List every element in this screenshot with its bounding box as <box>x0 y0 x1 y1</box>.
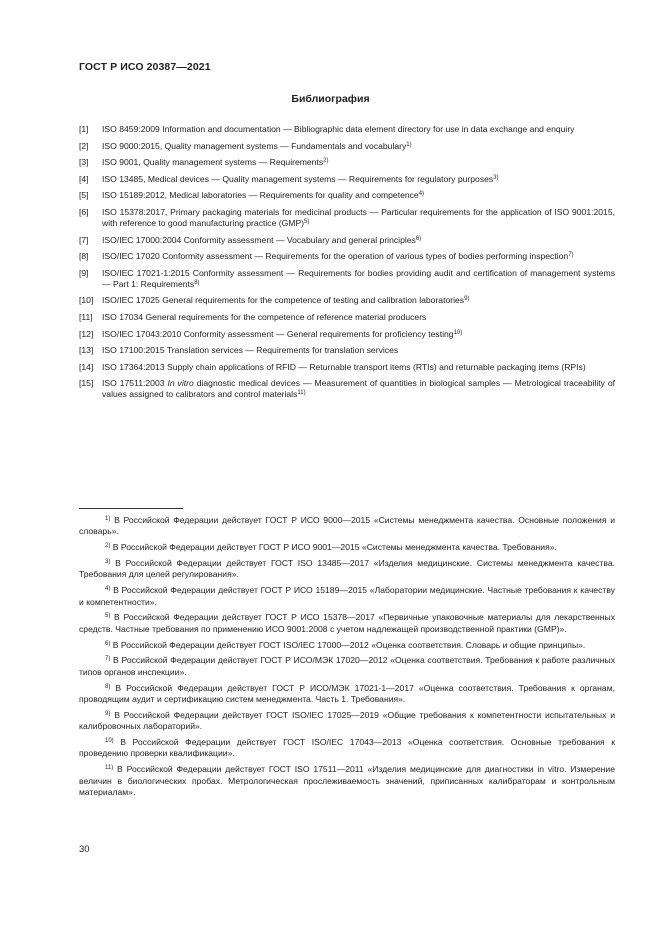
entry-text-part: ISO 9001, Quality management systems — Requirements <box>102 157 324 168</box>
entry-text <box>102 141 615 152</box>
footnote-ref: 1) <box>406 141 412 148</box>
entry-number: [7] <box>79 234 89 245</box>
entry-number: [3] <box>79 157 89 168</box>
footnote-text: В Российской Федерации действует ГОСТ Р ИСО/МЭК 17021-1—2017 «Оценка соответствия. Требования к органам, проводящим аудит и сертификацию систем менеджмента. Часть 1. Требования». <box>79 682 615 705</box>
entry-text <box>102 329 615 340</box>
entry-text-part: ISO 15378:2017, Primary packaging materials for medicinal products — Particular requirements for the application of ISO 9001:2015, with reference to good manufacturing practice (GMP) <box>102 206 615 228</box>
footnote <box>79 612 615 635</box>
entry-text-part: ISO 15189:2012, Medical laboratories — Requirements for quality and competence <box>102 190 419 201</box>
footnote <box>79 542 615 553</box>
document-code: ГОСТ Р ИСО 20387—2021 <box>79 61 211 73</box>
footnote-text: В Российской Федерации действует ГОСТ Р ИСО 15378—2017 «Первичные упаковочные материалы для лекарственных средств. Частные требования по применению ИСО 9001:2008 с учетом надлежащей производственной практики (GMP)». <box>79 612 615 634</box>
bibliography-list <box>79 124 615 406</box>
footnote-ref: 4) <box>418 191 425 198</box>
entry-number: [1] <box>79 124 89 134</box>
entry-number: [10] <box>79 295 94 306</box>
bibliography-entry <box>79 378 615 400</box>
footnote-text: В Российской Федерации действует ГОСТ ISO/IEC 17025—2019 «Общие требования к компетентности испытательных и калибровочных лабораторий». <box>79 709 616 732</box>
bibliography-entry <box>79 268 615 290</box>
bibliography-entry <box>79 312 615 323</box>
page-number: 30 <box>79 844 90 855</box>
footnotes <box>79 515 615 803</box>
entry-text-part: ISO/IEC 17020 Conformity assessment — Requirements for the operation of various types of bodies performing inspection <box>102 251 569 262</box>
entry-number: [13] <box>79 345 94 356</box>
bibliography-entry <box>79 235 615 246</box>
entry-text-part: ISO 17034 General requirements for the competence of reference material producers <box>102 311 427 322</box>
section-title: Библиография <box>291 93 370 105</box>
footnote-mark: 6) <box>105 640 111 647</box>
entry-number: [11] <box>79 311 93 322</box>
entry-text <box>102 251 615 262</box>
entry-number: [2] <box>79 140 89 151</box>
bibliography-entry <box>79 190 615 201</box>
entry-number: [4] <box>79 173 89 184</box>
footnote-mark: 10) <box>105 738 114 745</box>
footnote <box>79 655 615 678</box>
entry-text-part: ISO 8459:2009 Information and documentation — Bibliographic data element directory for use in data exchange and enquiry <box>102 124 575 134</box>
entry-number: [9] <box>79 267 89 278</box>
footnote-ref: 3) <box>493 174 499 181</box>
entry-text <box>102 207 615 229</box>
footnote <box>79 710 615 733</box>
footnote <box>79 764 615 798</box>
entry-text-part: ISO/IEC 17021-1:2015 Conformity assessment — Requirements for bodies providing audit and certification of management systems — Part 1: Requirements <box>102 267 615 289</box>
footnote <box>79 640 615 651</box>
footnote-ref: 2) <box>323 158 329 165</box>
footnote-mark: 2) <box>105 543 111 550</box>
footnote-text: В Российской Федерации действует ГОСТ Р ИСО 9000—2015 «Системы менеджмента качества. Основные положения и словарь». <box>79 515 616 537</box>
footnote-mark: 9) <box>105 710 111 717</box>
entry-text-italic: In vitro <box>167 378 194 389</box>
entry-text <box>102 235 615 246</box>
entry-text <box>102 378 615 400</box>
entry-text <box>102 362 615 373</box>
entry-text-part: ISO/IEC 17043:2010 Conformity assessment — General requirements for proficiency testing <box>102 328 454 339</box>
entry-number: [6] <box>79 206 89 217</box>
entry-text <box>102 268 615 290</box>
footnote-text: В Российской Федерации действует ГОСТ Р ИСО/МЭК 17020—2012 «Оценка соответствия. Требования к работе различных типов органов инспекции». <box>79 655 615 677</box>
footnote <box>79 737 615 760</box>
entry-number: [15] <box>79 378 94 389</box>
entry-number: [12] <box>79 328 94 339</box>
entry-text <box>102 190 615 201</box>
entry-text-part: ISO 17364:2013 Supply chain applications of RFID — Returnable transport items (RTIs) and returnable packaging items (RPIs) <box>102 361 586 372</box>
footnote-ref: 9) <box>464 296 470 303</box>
footnote-mark: 5) <box>105 613 111 620</box>
footnote-mark: 1) <box>105 516 111 522</box>
bibliography-entry <box>79 251 615 262</box>
bibliography-entry <box>79 174 615 185</box>
entry-text <box>102 312 615 323</box>
bibliography-entry <box>79 295 615 306</box>
entry-text <box>102 345 615 356</box>
bibliography-entry <box>79 124 615 135</box>
bibliography-entry <box>79 362 615 373</box>
entry-text-part: ISO/IEC 17000:2004 Conformity assessment — Vocabulary and general principles <box>102 234 416 245</box>
footnote-mark: 3) <box>105 559 111 565</box>
footnote-ref: 6) <box>415 235 422 242</box>
entry-text <box>102 174 615 185</box>
footnote-mark: 8) <box>105 683 111 690</box>
footnote-text: В Российской Федерации действует ГОСТ Р ИСО 15189—2015 «Лаборатории медицинские. Частные требования к качеству и компетентности». <box>79 585 615 607</box>
entry-number: [5] <box>79 190 89 201</box>
entry-text <box>102 157 615 168</box>
entry-text <box>102 295 615 306</box>
footnote-text: В Российской Федерации действует ГОСТ Р ИСО 9001—2015 «Системы менеджмента качества. Требования». <box>112 542 557 553</box>
footnote <box>79 515 615 538</box>
footnote <box>79 683 615 706</box>
bibliography-entry <box>79 157 615 168</box>
footnote-divider <box>79 508 183 509</box>
footnote-mark: 7) <box>105 656 111 663</box>
entry-text-part: ISO/IEC 17025 General requirements for the competence of testing and calibration laboratories <box>102 295 465 306</box>
footnote-mark: 11) <box>105 765 114 772</box>
entry-number: [8] <box>79 251 89 262</box>
footnote-text: В Российской Федерации действует ГОСТ ISO 17511—2011 «Изделия медицинские для диагностики in vitro. Измерение величин в биологических пробах. Метрологическая прослеживаемость значений, приписанных калибраторам и контрольным материалам». <box>79 764 615 798</box>
entry-text-part: ISO 13485, Medical devices — Quality management systems — Requirements for regulatory purposes <box>102 173 494 184</box>
bibliography-entry <box>79 345 615 356</box>
footnote <box>79 585 615 608</box>
footnote-mark: 4) <box>105 586 111 593</box>
footnote-ref: 8) <box>194 279 200 286</box>
footnote-text: В Российской Федерации действует ГОСТ ISO 13485—2017 «Изделия медицинские. Системы менеджмента качества. Требования для целей регулирования». <box>79 558 615 580</box>
footnote-ref: 10) <box>453 329 463 336</box>
bibliography-entry <box>79 141 615 152</box>
entry-text-part: diagnostic medical devices — Measurement of quantities in biological samples — Metrological traceability of values assigned to calibrators and control materials <box>102 378 616 400</box>
bibliography-entry <box>79 329 615 340</box>
entry-text <box>102 124 615 135</box>
footnote-ref: 5) <box>304 218 310 225</box>
entry-text-part: ISO 17511:2003 <box>102 378 168 389</box>
entry-text-part: ISO 17100:2015 Translation services — Requirements for translation services <box>102 345 399 356</box>
bibliography-entry <box>79 207 615 229</box>
footnote-text: В Российской Федерации действует ГОСТ ISO/IEC 17000—2012 «Оценка соответствия. Словарь и общие принципы». <box>112 639 586 650</box>
footnote-text: В Российской Федерации действует ГОСТ ISO/IEC 17043—2013 «Оценка соответствия. Основные требования к проведению проверки квалификации». <box>79 737 616 759</box>
entry-number: [14] <box>79 361 94 372</box>
footnote-ref: 11) <box>297 390 306 397</box>
footnote-ref: 7) <box>568 252 574 259</box>
entry-text-part: ISO 9000:2015, Quality management systems — Fundamentals and vocabulary <box>102 140 407 151</box>
footnote <box>79 558 615 581</box>
